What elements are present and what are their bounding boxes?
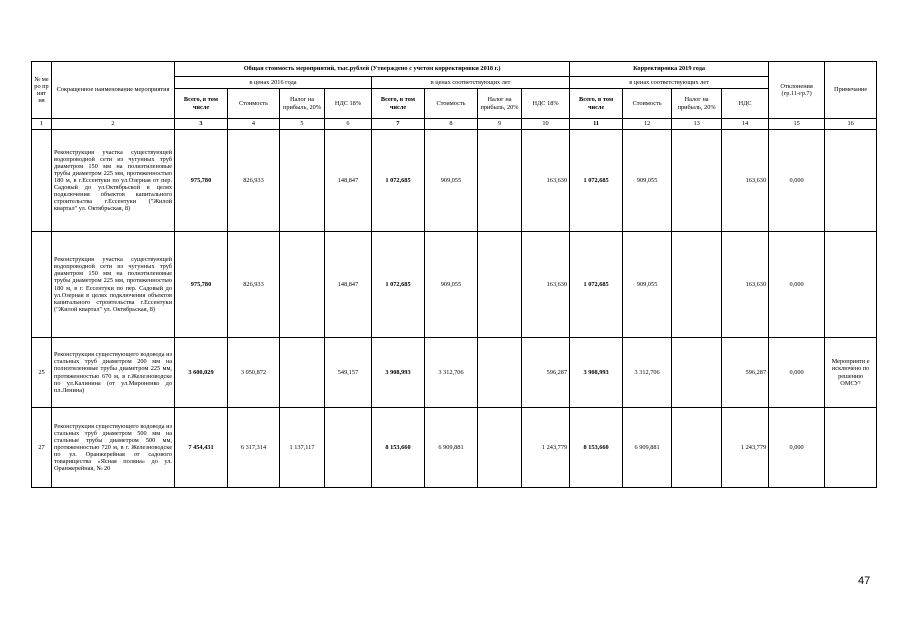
row-total: 3 600,029 <box>175 338 228 408</box>
row-vat: 148,847 <box>325 232 372 338</box>
row-cost: 3 312,706 <box>425 338 478 408</box>
row-tax <box>478 130 522 232</box>
row-vat: 596,287 <box>722 338 769 408</box>
row-note <box>825 408 877 488</box>
table-row <box>32 338 877 408</box>
row-tax <box>672 408 722 488</box>
column-number: 4 <box>228 119 280 130</box>
row-tax <box>672 130 722 232</box>
row-cost: 6 909,881 <box>425 408 478 488</box>
row-total: 3 908,993 <box>570 338 623 408</box>
row-cost: 909,055 <box>425 130 478 232</box>
column-number: 6 <box>325 119 372 130</box>
row-total: 3 908,993 <box>372 338 425 408</box>
row-tax <box>672 232 722 338</box>
row-total: 1 072,685 <box>570 232 623 338</box>
row-vat <box>325 408 372 488</box>
header-prices-years-2: в ценах соответствующих лет <box>570 77 769 89</box>
row-name: Реконструкция участка существующей водопроводной сети из чугунных труб диаметром 150 мм на полиэтиленовые трубы диаметром 225 мм, протяженностью 180 м, в г.Ессентуки по ул.Озерная от пер. Садовый до ул.Октябрьской в целях подключения объектов капитального строительства г.Ессентуки ("Жилой квартал" ул. Октябрьская, 8) <box>52 130 175 232</box>
column-number: 9 <box>478 119 522 130</box>
row-name: Реконструкция участка существующей водопроводной сети из чугунных труб диаметром 150 мм на полиэтиленовые трубы диаметром 225 мм, протяженностью 180 м, в г. Ессентуки по пер. Садовый до ул.Озерная в целях подключения объектов капитального строительства г.Ессентуки ("Жилой квартал" ул. Октябрьская, 8) <box>52 232 175 338</box>
row-vat: 163,630 <box>722 232 769 338</box>
column-number: 8 <box>425 119 478 130</box>
row-vat: 163,630 <box>522 232 570 338</box>
row-total: 8 153,660 <box>372 408 425 488</box>
row-cost: 3 050,872 <box>228 338 280 408</box>
row-num <box>32 130 52 232</box>
header-group-total-cost: Общая стоимость мероприятий, тыс.рублей (Утверждено с учетом корректировки 2018 г.) <box>175 62 570 77</box>
header-note: Примечание <box>825 62 877 119</box>
header-vat: НДС <box>722 89 769 119</box>
row-vat: 549,157 <box>325 338 372 408</box>
row-note <box>825 232 877 338</box>
row-name: Реконструкция существующего водовода из стальных труб диаметром 200 мм на полиэтиленовые трубы диаметром 225 мм, протяженностью 670 м, в г.Железноводске по ул.Калинина (от ул.Мироненко до пл.Ленина) <box>52 338 175 408</box>
header-total: Всего, в том числе <box>372 89 425 119</box>
header-tax: Налог на прибыль, 20% <box>478 89 522 119</box>
column-number: 10 <box>522 119 570 130</box>
row-vat: 163,630 <box>522 130 570 232</box>
row-total: 1 072,685 <box>372 232 425 338</box>
row-vat: 148,847 <box>325 130 372 232</box>
row-tax <box>280 130 325 232</box>
column-number: 1 <box>32 119 52 130</box>
header-total: Всего, в том числе <box>175 89 228 119</box>
row-num <box>32 232 52 338</box>
column-number: 11 <box>570 119 623 130</box>
page-number: 47 <box>858 575 871 587</box>
row-tax <box>478 338 522 408</box>
column-number: 16 <box>825 119 877 130</box>
header-num: № ме ро пр ият ия <box>32 62 52 119</box>
header-total: Всего, в том числе <box>570 89 623 119</box>
row-cost: 909,055 <box>623 232 672 338</box>
column-number: 15 <box>769 119 825 130</box>
row-total: 8 153,660 <box>570 408 623 488</box>
header-vat18: НДС 18% <box>522 89 570 119</box>
table-row <box>32 232 877 338</box>
row-tax <box>672 338 722 408</box>
row-num: 27 <box>32 408 52 488</box>
column-number: 2 <box>52 119 175 130</box>
table-row <box>32 408 877 488</box>
row-tax <box>280 338 325 408</box>
table-row <box>32 130 877 232</box>
row-total: 975,780 <box>175 130 228 232</box>
column-number: 3 <box>175 119 228 130</box>
column-number: 5 <box>280 119 325 130</box>
row-cost: 6 909,881 <box>623 408 672 488</box>
row-vat: 1 243,779 <box>522 408 570 488</box>
row-note <box>825 130 877 232</box>
row-vat: 163,630 <box>722 130 769 232</box>
row-cost: 6 317,314 <box>228 408 280 488</box>
row-deviation: 0,000 <box>769 130 825 232</box>
row-total: 975,780 <box>175 232 228 338</box>
row-cost: 826,933 <box>228 232 280 338</box>
header-cost: Стоимость <box>623 89 672 119</box>
header-vat18: НДС 18% <box>325 89 372 119</box>
column-number: 12 <box>623 119 672 130</box>
row-cost: 3 312,706 <box>623 338 672 408</box>
row-deviation: 0,000 <box>769 232 825 338</box>
row-tax <box>280 232 325 338</box>
header-tax: Налог на прибыль, 20% <box>280 89 325 119</box>
header-cost: Стоимость <box>425 89 478 119</box>
row-tax: 1 137,117 <box>280 408 325 488</box>
header-tax: Налог на прибыль, 20% <box>672 89 722 119</box>
row-vat: 596,287 <box>522 338 570 408</box>
header-deviation: Отклонения (гр.11-гр.7) <box>769 62 825 119</box>
row-total: 7 454,431 <box>175 408 228 488</box>
row-cost: 826,933 <box>228 130 280 232</box>
column-number: 13 <box>672 119 722 130</box>
header-prices-2016: в ценах 2016 года <box>175 77 372 89</box>
row-num: 25 <box>32 338 52 408</box>
cost-table <box>31 61 877 488</box>
row-note: Мероприяти е исключено по решению ОМСУ¹ <box>825 338 877 408</box>
header-name: Сокращенное наименование мероприятия <box>52 62 175 119</box>
row-total: 1 072,685 <box>372 130 425 232</box>
header-prices-years-1: в ценах соответствующих лет <box>372 77 570 89</box>
row-cost: 909,055 <box>425 232 478 338</box>
column-number: 14 <box>722 119 769 130</box>
row-tax <box>478 408 522 488</box>
column-number: 7 <box>372 119 425 130</box>
row-vat: 1 243,779 <box>722 408 769 488</box>
row-tax <box>478 232 522 338</box>
row-total: 1 072,685 <box>570 130 623 232</box>
header-group-correction: Корректировка 2019 года <box>570 62 769 77</box>
row-deviation: 0,000 <box>769 408 825 488</box>
row-cost: 909,055 <box>623 130 672 232</box>
row-name: Реконструкция существующего водовода из стальных труб диаметром 500 мм на стальные трубы диаметром 500 мм, протяженностью 720 м, в г. Железноводске по ул. Оранжерейная от садового товарищества «Ясная поляна» до ул. Оранжерейная, № 20 <box>52 408 175 488</box>
row-deviation: 0,000 <box>769 338 825 408</box>
header-cost: Стоимость <box>228 89 280 119</box>
